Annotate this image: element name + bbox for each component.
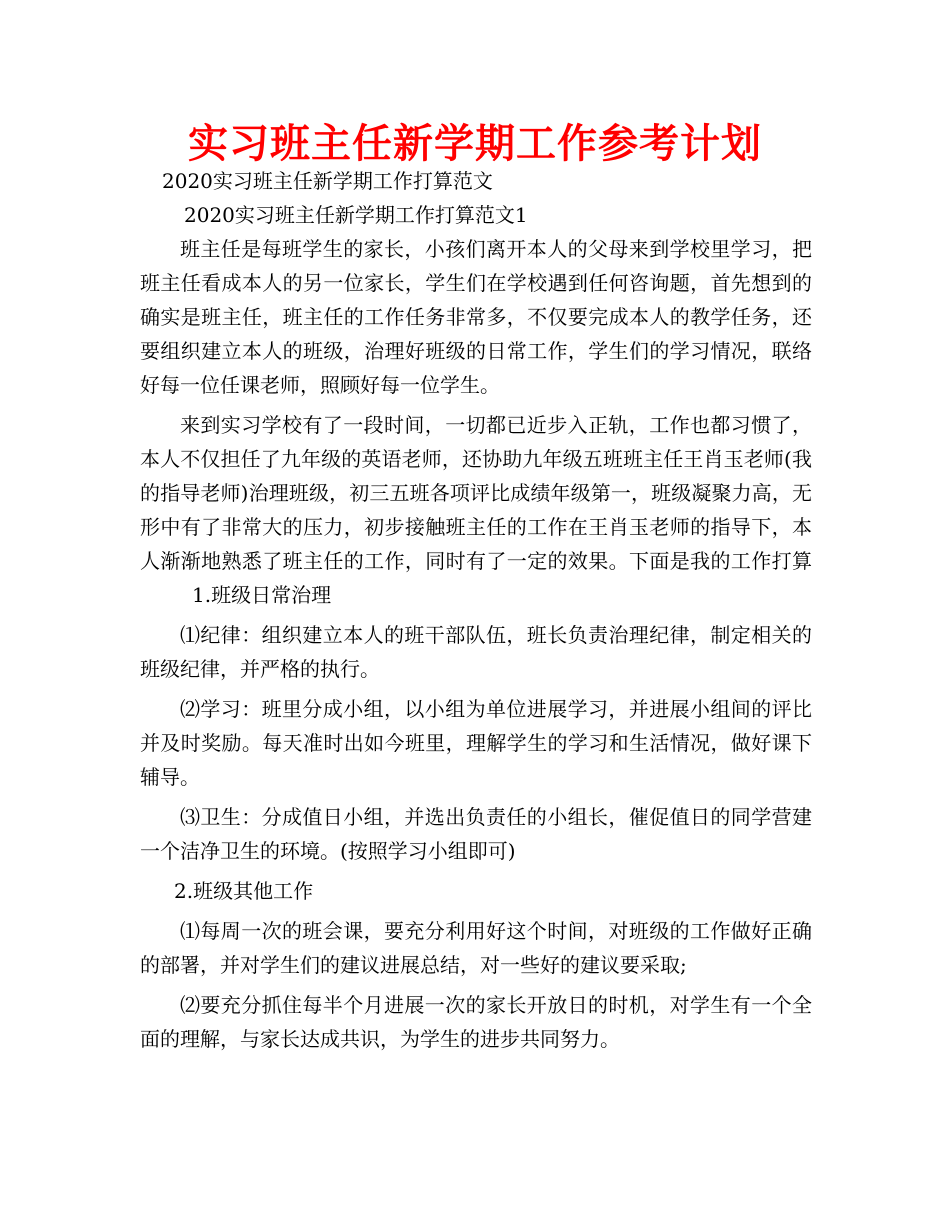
- paragraph-2: [140, 408, 812, 612]
- paragraph-discipline: ⑴纪律：组织建立本人的班干部队伍，班长负责治理纪律，制定相关的班级纪律，并严格的执行。: [140, 623, 812, 681]
- document-title: 实习班主任新学期工作参考计划: [188, 121, 762, 167]
- section-heading-1: 1.班级日常治理: [192, 583, 332, 607]
- paragraph-study: ⑵学习：班里分成小组，以小组为单位进展学习，并进展小组间的评比并及时奖励。每天准时出如今班里，理解学生的学习和生活情况，做好课下辅导。: [140, 697, 812, 789]
- document-body: [140, 164, 812, 1056]
- document-subheading: 2020实习班主任新学期工作打算范文1: [184, 203, 528, 227]
- paragraph-parent-day: ⑵要充分抓住每半个月进展一次的家长开放日的时机，对学生有一个全面的理解，与家长达成共识，为学生的进步共同努力。: [140, 993, 812, 1051]
- paragraph-hygiene: ⑶卫生：分成值日小组，并选出负责任的小组长，催促值日的同学营建一个洁净卫生的环境。(按照学习小组即可): [140, 805, 812, 863]
- paragraph-class-meeting: ⑴每周一次的班会课，要充分利用好这个时间，对班级的工作做好正确的部署，并对学生们的建议进展总结，对一些好的建议要采取;: [140, 919, 812, 977]
- paragraph-1: 班主任是每班学生的家长，小孩们离开本人的父母来到学校里学习，把班主任看成本人的另一位家长，学生们在学校遇到任何咨询题，首先想到的确实是班主任，班主任的工作任务非常多，不仅要完成本人的教学任务，还要组织建立本人的班级，治理好班级的日常工作，学生们的学习情况，联络好每一位任课老师，照顾好每一位学生。: [140, 237, 812, 397]
- paragraph-2-text: 来到实习学校有了一段时间，一切都已近步入正轨，工作也都习惯了，本人不仅担任了九年级的英语老师，还协助九年级五班班主任王肖玉老师(我的指导老师)治理班级，初三五班各项评比成绩年级第一，班级凝聚力高，无形中有了非常大的压力，初步接触班主任的工作在王肖玉老师的指导下，本人渐渐地熟悉了班主任的工作，同时有了一定的效果。下面是我的工作打算: [140, 413, 812, 573]
- document-subtitle: 2020实习班主任新学期工作打算范文: [162, 169, 493, 193]
- section-heading-2: 2.班级其他工作: [174, 879, 314, 903]
